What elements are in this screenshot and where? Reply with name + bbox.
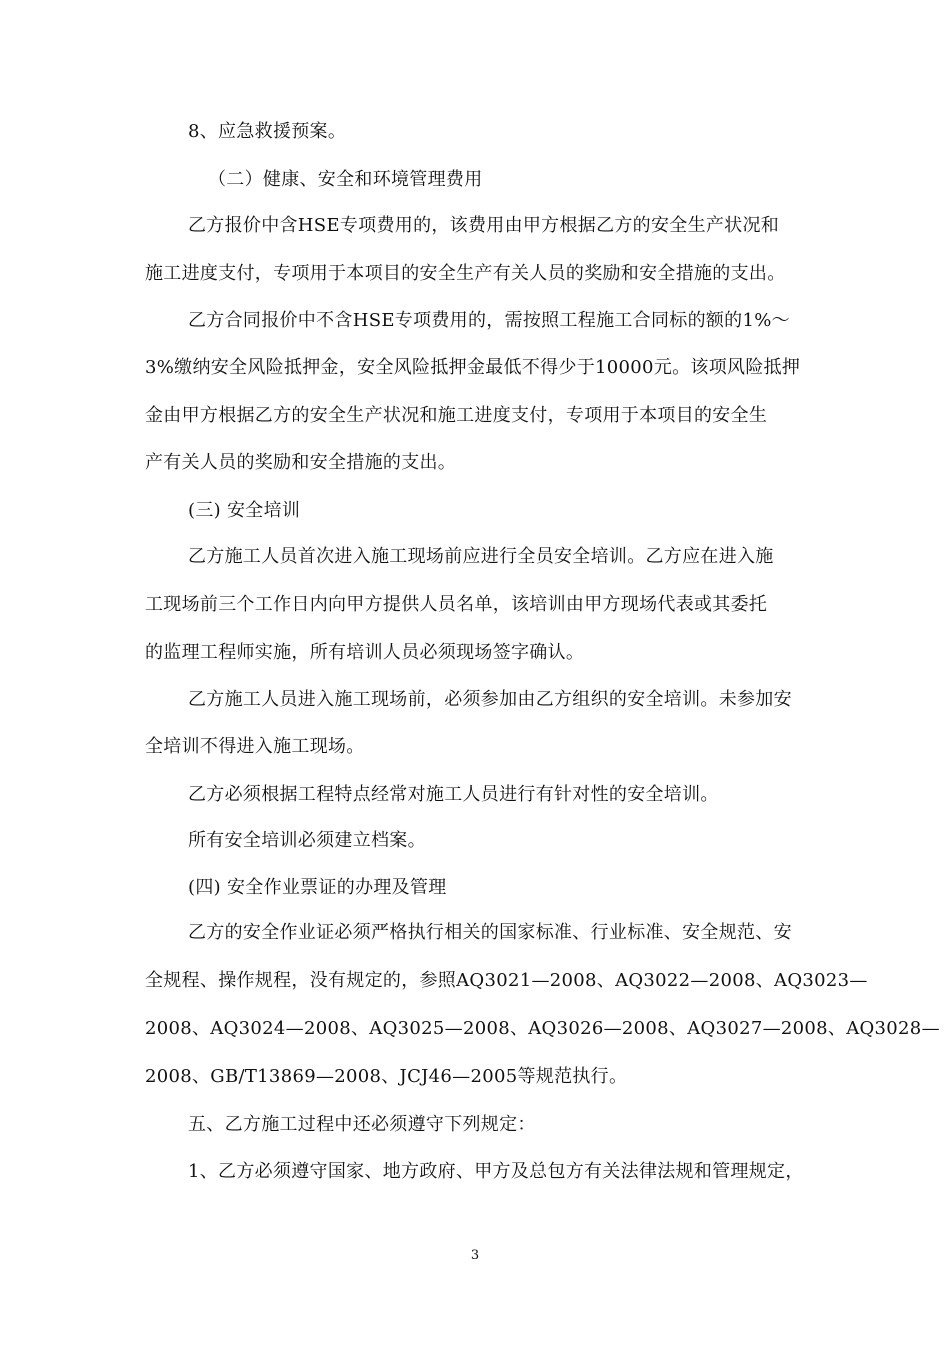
paragraph-line: 的监理工程师实施，所有培训人员必须现场签字确认。	[145, 642, 585, 663]
list-item-emergency-plan: 8、应急救援预案。	[188, 121, 347, 142]
paragraph-line: 乙方必须根据工程特点经常对施工人员进行有针对性的安全培训。	[188, 784, 719, 805]
paragraph-line: 乙方施工人员首次进入施工现场前应进行全员安全培训。乙方应在进入施	[188, 546, 774, 567]
paragraph-line: 2008、AQ3024—2008、AQ3025—2008、AQ3026—2008、AQ3027—2008、AQ3028—	[145, 1018, 940, 1039]
paragraph-line: 全培训不得进入施工现场。	[145, 736, 365, 757]
paragraph-line: 全规程、操作规程，没有规定的，参照AQ3021—2008、AQ3022—2008、AQ3023—	[145, 970, 868, 991]
paragraph-line: 产有关人员的奖励和安全措施的支出。	[145, 452, 457, 473]
paragraph-line: 2008、GB/T13869—2008、JCJ46—2005等规范执行。	[145, 1066, 628, 1087]
paragraph-line: 所有安全培训必须建立档案。	[188, 830, 426, 851]
paragraph-line: 乙方的安全作业证必须严格执行相关的国家标准、行业标准、安全规范、安	[188, 922, 792, 943]
page-number: 3	[470, 1248, 480, 1263]
paragraph-line: 乙方施工人员进入施工现场前，必须参加由乙方组织的安全培训。未参加安	[188, 689, 792, 710]
paragraph-line: 乙方合同报价中不含HSE专项费用的，需按照工程施工合同标的额的1%～	[188, 310, 790, 331]
paragraph-line: 金由甲方根据乙方的安全生产状况和施工进度支付，专项用于本项目的安全生	[145, 405, 768, 426]
section-heading-regulations: 五、乙方施工过程中还必须遵守下列规定：	[188, 1114, 536, 1135]
list-item-compliance: 1、乙方必须遵守国家、地方政府、甲方及总包方有关法律法规和管理规定，	[188, 1161, 804, 1182]
section-heading-hse-costs: （二）健康、安全和环境管理费用	[208, 169, 483, 190]
paragraph-line: 乙方报价中含HSE专项费用的，该费用由甲方根据乙方的安全生产状况和	[188, 215, 780, 236]
section-heading-safety-training: (三) 安全培训	[188, 500, 301, 521]
section-heading-work-permits: (四) 安全作业票证的办理及管理	[188, 877, 447, 898]
paragraph-line: 3%缴纳安全风险抵押金，安全风险抵押金最低不得少于10000元。该项风险抵押	[145, 357, 801, 378]
paragraph-line: 施工进度支付，专项用于本项目的安全生产有关人员的奖励和安全措施的支出。	[145, 263, 786, 284]
paragraph-line: 工现场前三个工作日内向甲方提供人员名单，该培训由甲方现场代表或其委托	[145, 594, 768, 615]
